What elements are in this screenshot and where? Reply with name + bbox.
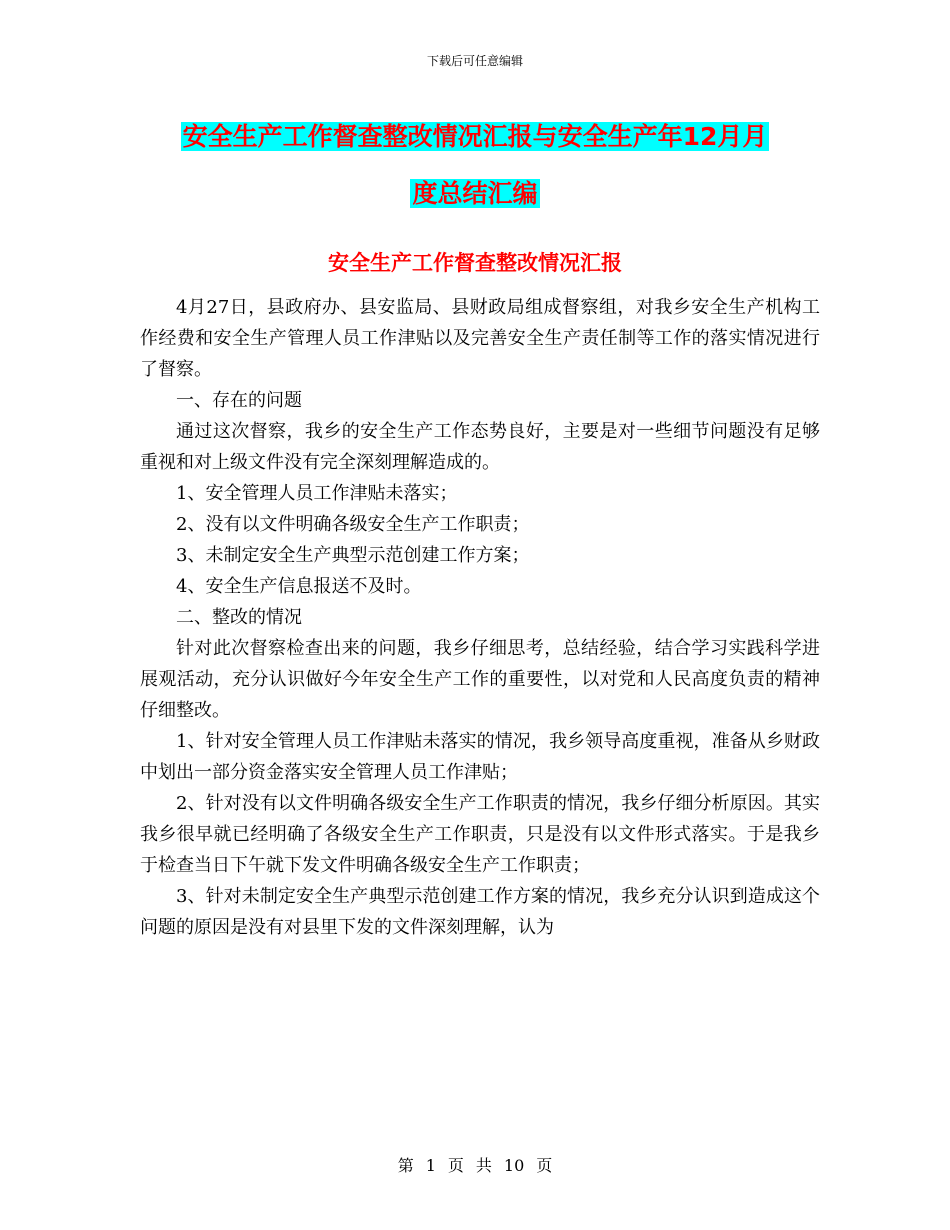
paragraph: 2、针对没有以文件明确各级安全生产工作职责的情况，我乡仔细分析原因。其实我乡很早就已经明确了各级安全生产工作职责，只是没有以文件形式落实。于是我乡于检查当日下午就下发文件明确各级安全生产工作职责； bbox=[140, 793, 820, 876]
header-note: 下载后可任意编辑 bbox=[426, 54, 523, 68]
section-title: 安全生产工作督查整改情况汇报 bbox=[328, 251, 622, 275]
footer-page-unit: 页 bbox=[447, 1156, 464, 1175]
paragraph: 1、安全管理人员工作津贴未落实； bbox=[176, 483, 458, 504]
paragraph: 3、未制定安全生产典型示范创建工作方案； bbox=[176, 545, 530, 566]
paragraph: 4、安全生产信息报送不及时。 bbox=[176, 576, 422, 597]
document-title-line-2: 度总结汇编 bbox=[412, 179, 538, 208]
paragraph: 通过这次督察，我乡的安全生产工作态势良好，主要是对一些细节问题没有足够重视和对上级文件没有完全深刻理解造成的。 bbox=[140, 421, 820, 473]
footer-page-current: 1 bbox=[425, 1156, 436, 1175]
footer-total-unit: 页 bbox=[536, 1156, 553, 1175]
document-title bbox=[0, 108, 950, 222]
document-title-line-1: 安全生产工作督查整改情况汇报与安全生产年12月月 bbox=[182, 122, 768, 151]
footer-total-label: 共 bbox=[475, 1156, 492, 1175]
paragraph: 针对此次督察检查出来的问题，我乡仔细思考，总结经验，结合学习实践科学进展观活动，充分认识做好今年安全生产工作的重要性，以对党和人民高度负责的精神仔细整改。 bbox=[140, 638, 820, 721]
paragraph: 3、针对未制定安全生产典型示范创建工作方案的情况，我乡充分认识到造成这个问题的原因是没有对县里下发的文件深刻理解，认为 bbox=[140, 886, 820, 938]
body-text bbox=[140, 292, 820, 943]
paragraph: 二、整改的情况 bbox=[176, 607, 302, 628]
footer-page-label: 第 bbox=[397, 1156, 414, 1175]
page-footer bbox=[0, 1153, 950, 1176]
paragraph: 1、针对安全管理人员工作津贴未落实的情况，我乡领导高度重视，准备从乡财政中划出一部分资金落实安全管理人员工作津贴； bbox=[140, 731, 820, 783]
footer-page-total: 10 bbox=[503, 1156, 525, 1175]
paragraph: 2、没有以文件明确各级安全生产工作职责； bbox=[176, 514, 530, 535]
paragraph: 4月27日，县政府办、县安监局、县财政局组成督察组，对我乡安全生产机构工作经费和安全生产管理人员工作津贴以及完善安全生产责任制等工作的落实情况进行了督察。 bbox=[140, 297, 820, 380]
paragraph: 一、存在的问题 bbox=[176, 390, 302, 411]
